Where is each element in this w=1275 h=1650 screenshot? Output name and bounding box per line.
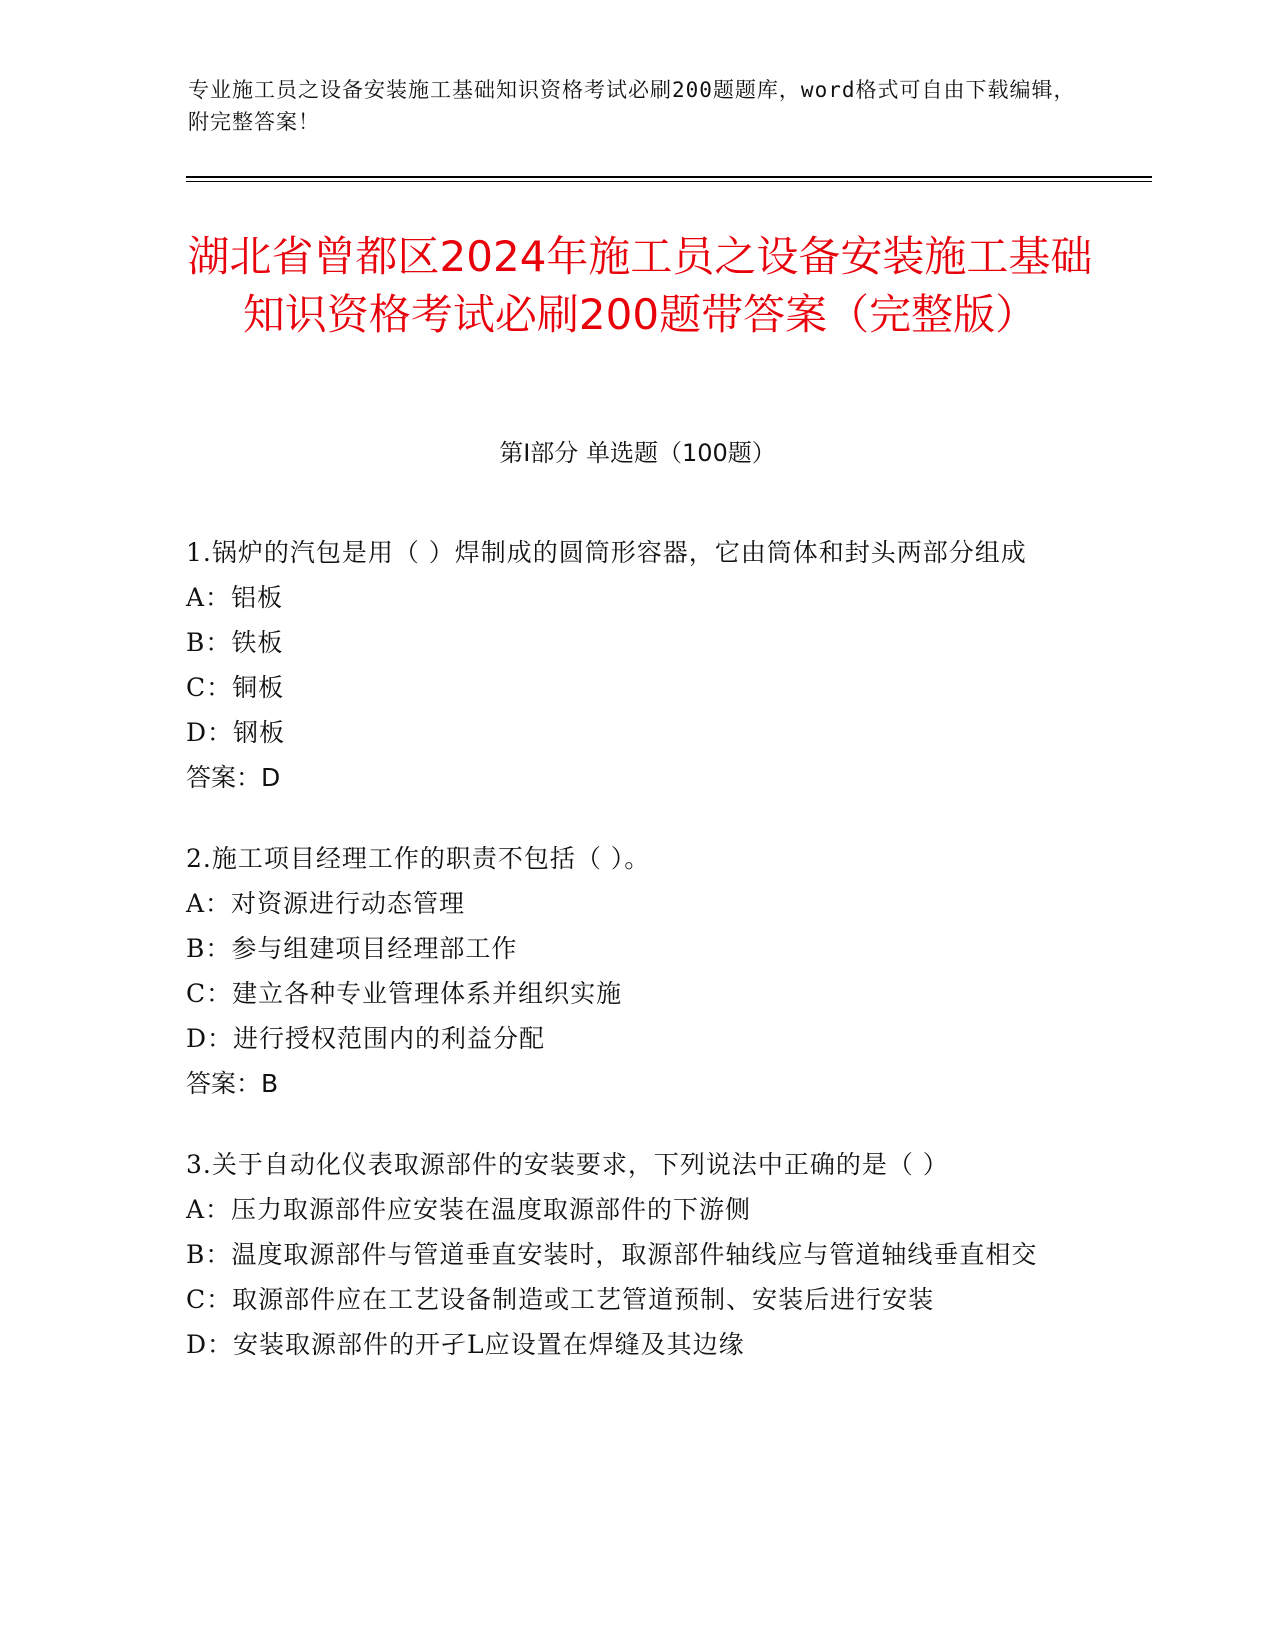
document-title: 湖北省曾都区2024年施工员之设备安装施工基础知识资格考试必刷200题带答案（完整版）: [187, 232, 1093, 339]
option-c: C：铜板: [186, 673, 285, 702]
header-note: 专业施工员之设备安装施工基础知识资格考试必刷200题题库，word格式可自由下载编辑，附完整答案！: [188, 78, 1076, 134]
header-rule-thick: [186, 176, 1152, 178]
section-title: 第Ⅰ部分 单选题（100题）: [499, 439, 776, 467]
question-text: 3.关于自动化仪表取源部件的安装要求，下列说法中正确的是（ ）: [186, 1150, 949, 1179]
option-c: C：建立各种专业管理体系并组织实施: [186, 979, 623, 1008]
question-list: [186, 530, 1086, 1403]
header-rule-thin: [186, 181, 1152, 182]
question-1: [186, 530, 1086, 800]
option-a: A：铝板: [186, 583, 284, 612]
option-d: D：钢板: [186, 718, 286, 747]
answer: 答案：D: [186, 763, 281, 792]
option-a: A：压力取源部件应安装在温度取源部件的下游侧: [186, 1195, 752, 1224]
option-b: B：铁板: [186, 628, 284, 657]
option-c: C：取源部件应在工艺设备制造或工艺管道预制、安装后进行安装: [186, 1285, 935, 1314]
question-text: 1.锅炉的汽包是用（ ）焊制成的圆筒形容器，它由筒体和封头两部分组成: [186, 538, 1027, 567]
option-d: D：进行授权范围内的利益分配: [186, 1024, 546, 1053]
question-3: [186, 1142, 1086, 1367]
option-a: A：对资源进行动态管理: [186, 889, 466, 918]
option-d: D：安装取源部件的开孑L应设置在焊缝及其边缘: [186, 1330, 745, 1359]
option-b: B：参与组建项目经理部工作: [186, 934, 518, 963]
question-text: 2.施工项目经理工作的职责不包括（ ）。: [186, 844, 651, 873]
question-2: [186, 836, 1086, 1106]
answer: 答案：B: [186, 1069, 279, 1098]
option-b: B：温度取源部件与管道垂直安装时，取源部件轴线应与管道轴线垂直相交: [186, 1240, 1038, 1269]
